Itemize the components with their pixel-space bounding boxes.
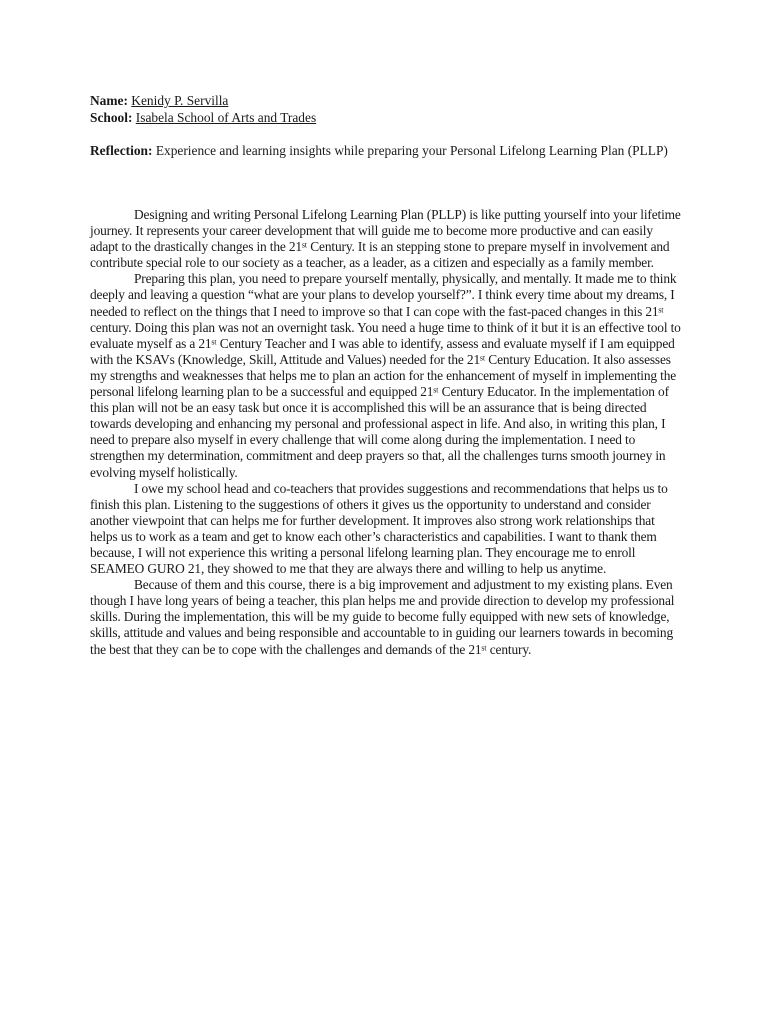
- paragraph-2: Preparing this plan, you need to prepare yourself mentally, physically, and mentally. It made me to think deeply and leaving a question “what are your plans to develop yourself?”. I think every time about my dreams, I needed to reflect on the things that I need to improve so that I can cope with the fast-paced changes in this 21ˢᵗ century. Doing this plan was not an overnight task. You need a huge time to think of it but it is an effective tool to evaluate myself as a 21ˢᵗ Century Teacher and I was able to identify, assess and evaluate myself if I am equipped with the KSAVs (Knowledge, Skill, Attitude and Values) needed for the 21ˢᵗ Century Education. It also assesses my strengths and weaknesses that helps me to plan an action for the enhancement of myself in implementing the personal lifelong learning plan to be a successful and equipped 21ˢᵗ Century Educator. In the implementation of this plan will not be an easy task but once it is accomplished this will be an assurance that is being directed towards developing and enhancing my personal and professional aspect in life. And also, in writing this plan, I need to prepare also myself in every challenge that will come along during the implementation. I need to strengthen my determination, commitment and deep prayers so that, all the challenges turns smooth journey in evolving myself holistically.: [90, 271, 681, 480]
- school-line: [90, 109, 690, 126]
- paragraph-4: Because of them and this course, there is a big improvement and adjustment to my existing plans. Even though I have long years of being a teacher, this plan helps me and provide direction to develop my professional skills. During the implementation, this will be my guide to become fully equipped with new sets of knowledge, skills, attitude and values and being responsible and accountable to in guiding our learners towards in becoming the best that they can be to cope with the challenges and demands of the 21ˢᵗ century.: [90, 577, 675, 657]
- reflection-body: [90, 207, 682, 658]
- reflection-heading: [90, 142, 682, 159]
- name-line: [90, 92, 690, 109]
- document-header: [90, 92, 690, 126]
- paragraph-1: Designing and writing Personal Lifelong Learning Plan (PLLP) is like putting yourself into your lifetime journey. It represents your career development that will guide me to become more productive and can easily adapt to the drastically changes in the 21ˢᵗ Century. It is an stepping stone to prepare myself in involvement and contribute special role to our society as a teacher, as a leader, as a citizen and especially as a family member.: [90, 207, 681, 271]
- name-label: Name:: [90, 93, 128, 108]
- reflection-text: Experience and learning insights while preparing your Personal Lifelong Learning Plan (PLLP): [155, 143, 668, 158]
- school-label: School:: [90, 110, 133, 125]
- name-value: Kenidy P. Servilla: [131, 93, 229, 108]
- reflection-label: Reflection:: [90, 143, 153, 158]
- paragraph-3: I owe my school head and co-teachers that provides suggestions and recommendations that helps us to finish this plan. Listening to the suggestions of others it gives us the opportunity to understand and consider another viewpoint that can helps me for further development. It improves also strong work relationships that helps us to work as a team and get to know each other’s characteristics and capabilities. I want to thank them because, I will not experience this writing a personal lifelong learning plan. They encourage me to enroll SEAMEO GURO 21, they showed to me that they are always there and willing to help us anytime.: [90, 480, 668, 577]
- school-value: Isabela School of Arts and Trades: [135, 110, 317, 125]
